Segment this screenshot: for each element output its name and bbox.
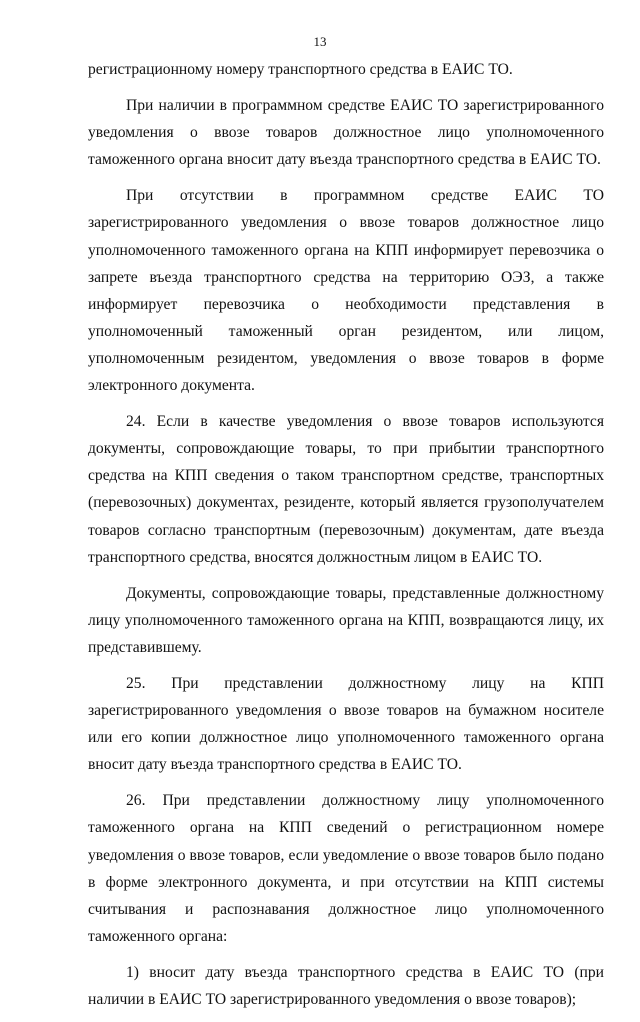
paragraph: При отсутствии в программном средстве ЕАИС ТО зарегистрированного уведомления о ввозе товаров должностное лицо уполномоченного таможенного органа на КПП информирует перевозчика о запрете въезда транспортного средства на территорию ОЭЗ, а также информирует перевозчика о необходимости представления в уполномоченный таможенный орган резидентом, или лицом, уполномоченным резидентом, уведомления о ввозе товаров в форме электронного документа. bbox=[88, 187, 604, 395]
paragraph-item-24: 24. Если в качестве уведомления о ввозе товаров используются документы, сопровождающие товары, то при прибытии транспортного средства на КПП сведения о таком транспортном средстве, транспортных (перевозочных) документах, резиденте, который является грузополучателем товаров согласно транспортным (перевозочным) документам, дате въезда транспортного средства, вносятся должностным лицом в ЕАИС ТО. bbox=[88, 413, 604, 566]
paragraph: Документы, сопровождающие товары, представленные должностному лицу уполномоченного таможенного органа на КПП, возвращаются лицу, их представившему. bbox=[88, 584, 604, 656]
list-item-1: 1) вносит дату въезда транспортного средства в ЕАИС ТО (при наличии в ЕАИС ТО зарегистрированного уведомления о ввозе товаров); bbox=[88, 963, 604, 1008]
paragraph-item-26: 26. При представлении должностному лицу уполномоченного таможенного органа на КПП сведений о регистрационном номере уведомления о ввозе товаров, если уведомление о ввозе товаров было подано в форме электронного документа, и при отсутствии на КПП системы считывания и распознавания должностное лицо уполномоченного таможенного органа: bbox=[88, 792, 604, 945]
document-body bbox=[88, 56, 604, 1022]
paragraph: При наличии в программном средстве ЕАИС ТО зарегистрированного уведомления о ввозе товаров должностное лицо уполномоченного таможенного органа вносит дату въезда транспортного средства в ЕАИС ТО. bbox=[88, 97, 604, 169]
page-number: 13 bbox=[313, 34, 327, 49]
paragraph-continuation: регистрационному номеру транспортного средства в ЕАИС ТО. bbox=[88, 61, 513, 78]
paragraph-item-25: 25. При представлении должностному лицу на КПП зарегистрированного уведомления о ввозе товаров на бумажном носителе или его копии должностное лицо уполномоченного таможенного органа вносит дату въезда транспортного средства в ЕАИС ТО. bbox=[88, 674, 604, 774]
